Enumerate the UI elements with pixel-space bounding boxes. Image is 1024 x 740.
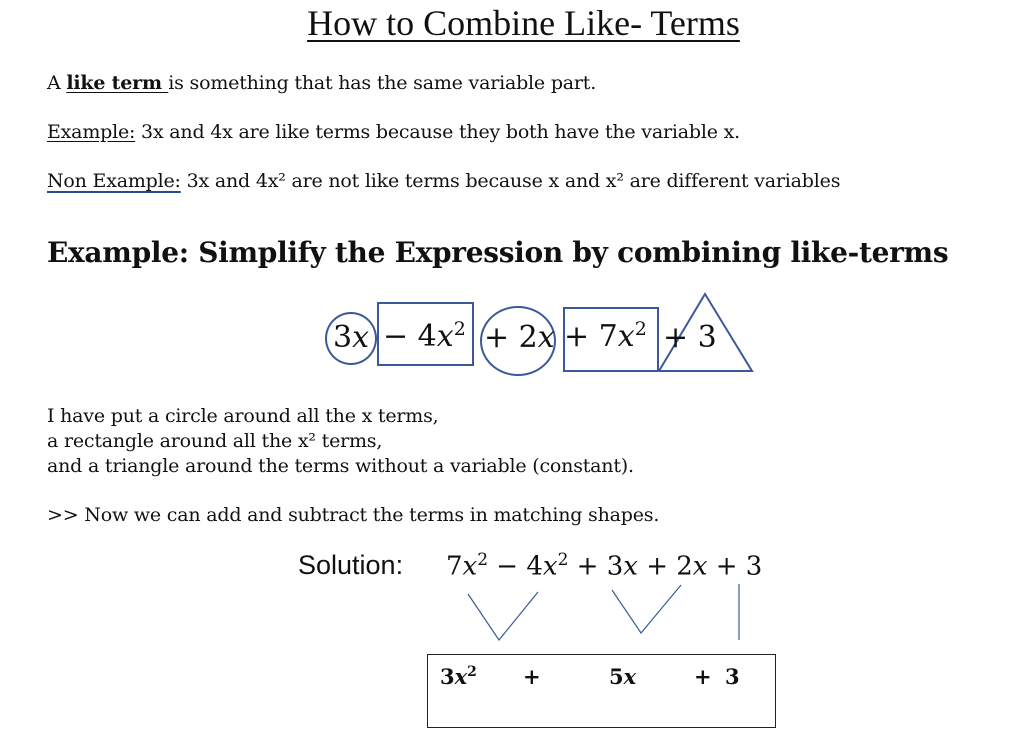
result-term-5x: 5x <box>609 664 637 689</box>
expr-term-3x: 3x <box>333 320 370 355</box>
like-term-keyword: like term <box>66 72 169 94</box>
explanation-line-3: and a triangle around the terms without a variable (constant). <box>47 455 634 477</box>
solution-label: Solution: <box>298 550 404 580</box>
result-plus-2: + <box>694 664 712 689</box>
non-example-label: Non Example: <box>47 170 181 192</box>
example-label: Example: <box>47 121 136 143</box>
expr-term-plus-2x: + 2x <box>484 320 555 355</box>
section-heading: Example: Simplify the Expression by combining like-terms <box>47 236 949 269</box>
expr-term-plus-7x2: + $7x^2$ <box>564 318 647 354</box>
result-box <box>427 654 776 728</box>
solution-expression: $7x^2 - 4x^2 + 3x + 2x + 3$ <box>446 550 763 582</box>
explanation-line-1: I have put a circle around all the x terms, <box>47 405 439 427</box>
result-term-3x2: $3x^2$ <box>440 664 477 689</box>
page-title: How to Combine Like- Terms <box>307 3 740 43</box>
explanation-line-2: a rectangle around all the x² terms, <box>47 430 383 452</box>
result-plus-1: + <box>523 664 541 689</box>
definition-line: A like term is something that has the same variable part. <box>47 72 597 94</box>
example-line: Example: 3x and 4x are like terms because they both have the variable x. <box>47 121 740 143</box>
result-term-3: 3 <box>725 664 740 689</box>
expr-term-minus-4x2: − $4x^2$ <box>383 318 466 354</box>
expr-term-plus-3: + 3 <box>663 320 717 355</box>
non-example-line: Non Example: 3x and 4x² are not like terms because x and x² are different variables <box>47 170 841 192</box>
explanation-line-4: >> Now we can add and subtract the terms in matching shapes. <box>47 504 660 526</box>
